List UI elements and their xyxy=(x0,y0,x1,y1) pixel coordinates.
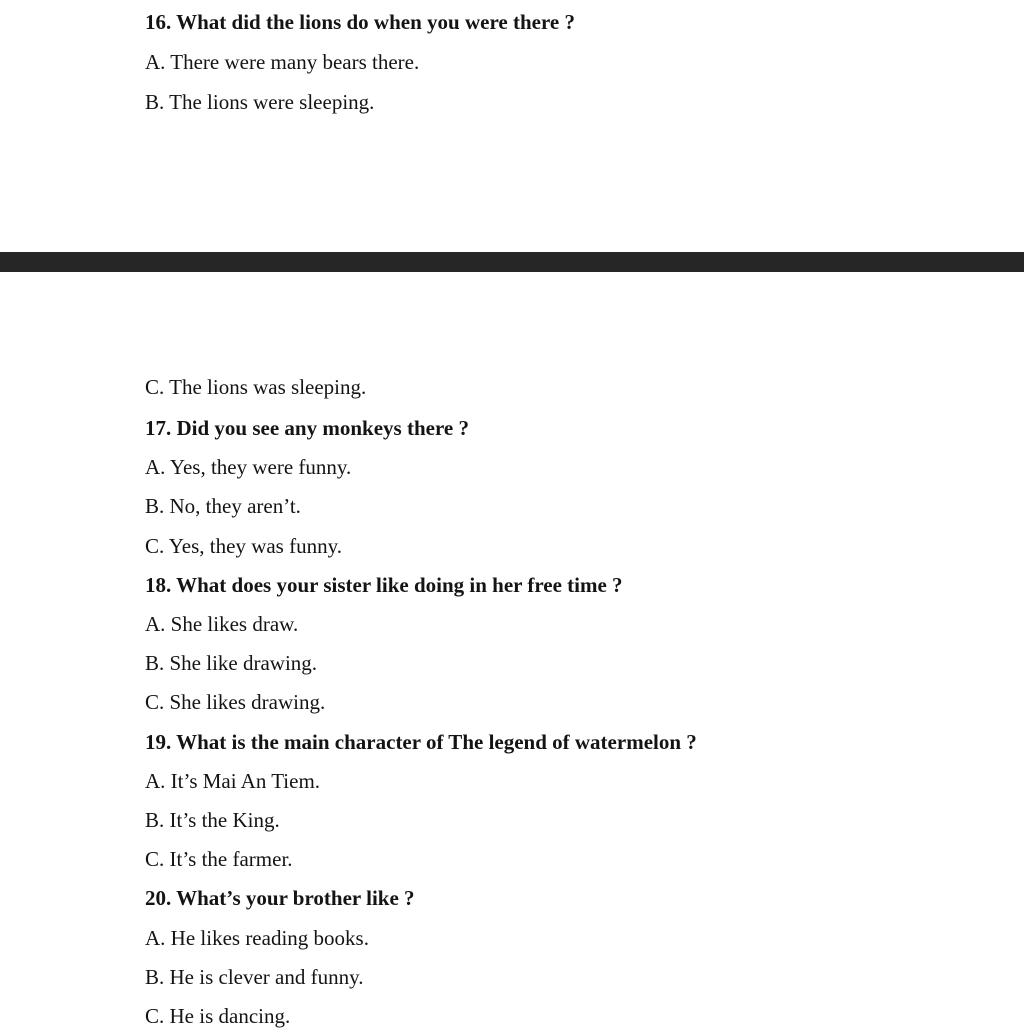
question-text: 19. What is the main character of The legend of watermelon ? xyxy=(145,730,697,754)
option-c: C. Yes, they was funny. xyxy=(145,534,342,558)
option-b: B. She like drawing. xyxy=(145,651,318,675)
option-a: A. It’s Mai An Tiem. xyxy=(145,769,321,793)
option-b: B. The lions were sleeping. xyxy=(145,90,375,114)
option-c: C. He is dancing. xyxy=(145,1004,291,1028)
option-c: C. It’s the farmer. xyxy=(145,847,293,871)
option-b: B. He is clever and funny. xyxy=(145,965,364,989)
option-b: B. No, they aren’t. xyxy=(145,494,301,518)
option-a: A. He likes reading books. xyxy=(145,926,369,950)
question-text: 17. Did you see any monkeys there ? xyxy=(145,416,469,440)
option-a: A. She likes draw. xyxy=(145,612,299,636)
option-c-continued: C. The lions was sleeping. xyxy=(145,375,367,399)
option-b: B. It’s the King. xyxy=(145,808,280,832)
option-a: A. Yes, they were funny. xyxy=(145,455,352,479)
question-text: 20. What’s your brother like ? xyxy=(145,886,415,910)
page-divider-bar xyxy=(0,252,1024,272)
option-c: C. She likes drawing. xyxy=(145,690,326,714)
question-text: 16. What did the lions do when you were there ? xyxy=(145,10,575,34)
question-text: 18. What does your sister like doing in her free time ? xyxy=(145,573,623,597)
option-a: A. There were many bears there. xyxy=(145,50,420,74)
